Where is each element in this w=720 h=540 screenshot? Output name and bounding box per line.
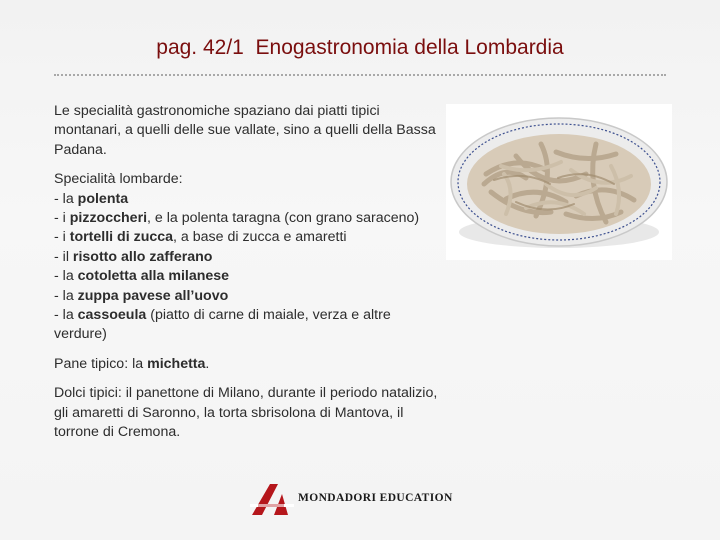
title-divider	[54, 74, 666, 76]
specialty-item: - la zuppa pavese all’uovo	[54, 287, 229, 304]
specialties-heading: Specialità lombarde:	[54, 171, 183, 188]
slide-body	[54, 102, 446, 453]
specialty-item: - la cassoeula (piatto di carne di maiale, verza e altre verdure)	[54, 307, 391, 343]
publisher-name: MONDADORI EDUCATION	[298, 492, 453, 504]
publisher-logo	[248, 480, 478, 518]
slide-title: pag. 42/1 Enogastronomia della Lombardia	[156, 36, 564, 59]
specialty-item: - i tortelli di zucca, a base di zucca e amaretti	[54, 229, 347, 246]
intro-paragraph: Le specialità gastronomiche spaziano dai piatti tipici montanari, a quelli delle sue vallate, sino a quelli della Bassa Padana.	[54, 103, 436, 158]
specialty-item: - la polenta	[54, 190, 129, 207]
specialties-paragraph	[54, 170, 446, 345]
mondadori-logo-icon	[248, 482, 296, 516]
specialty-item: - il risotto allo zafferano	[54, 248, 213, 265]
specialty-item: - i pizzoccheri, e la polenta taragna (con grano saraceno)	[54, 210, 420, 227]
specialty-item: - la cotoletta alla milanese	[54, 268, 230, 285]
pizzoccheri-plate-photo	[446, 104, 672, 260]
sweets-paragraph: Dolci tipici: il panettone di Milano, durante il periodo natalizio, gli amaretti di Saronno, la torta sbrisolona di Mantova, il torrone di Cremona.	[54, 385, 438, 441]
bread-paragraph: Pane tipico: la michetta.	[54, 355, 210, 372]
